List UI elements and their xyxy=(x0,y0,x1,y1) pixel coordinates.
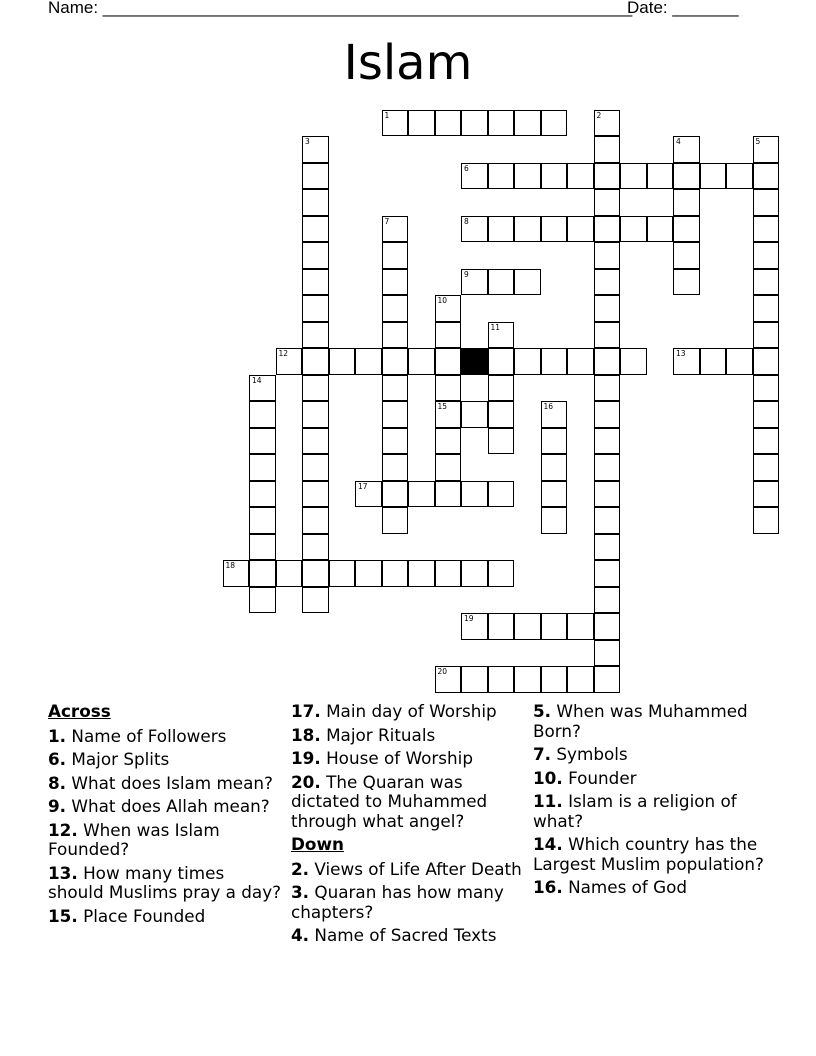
grid-cell[interactable] xyxy=(673,242,700,269)
grid-cell[interactable] xyxy=(488,322,515,349)
clue-number: 7 xyxy=(384,216,390,226)
grid-cell[interactable] xyxy=(249,401,276,428)
grid-cell[interactable] xyxy=(302,481,329,508)
clue-number-label: 16. xyxy=(533,877,563,897)
grid-cell[interactable] xyxy=(753,189,780,216)
grid-cell[interactable] xyxy=(541,507,568,534)
grid-cell[interactable] xyxy=(594,216,621,243)
grid-cell[interactable] xyxy=(302,428,329,455)
grid-cell[interactable] xyxy=(461,269,488,296)
clue-text: Founder xyxy=(562,767,637,788)
grid-cell[interactable] xyxy=(435,560,462,587)
grid-cell[interactable] xyxy=(753,322,780,349)
grid-cell[interactable] xyxy=(382,295,409,322)
grid-cell[interactable] xyxy=(541,613,568,640)
clue-text: Views of Life After Death xyxy=(309,858,522,879)
grid-cell[interactable] xyxy=(435,481,462,508)
grid-cell[interactable] xyxy=(302,163,329,190)
grid-cell[interactable] xyxy=(302,216,329,243)
clue-text: How many times should Muslims pray a day? xyxy=(48,862,282,902)
across-heading: Across xyxy=(48,701,111,721)
clue-text: Quaran has how many chapters? xyxy=(291,882,504,922)
grid-cell[interactable] xyxy=(541,401,568,428)
grid-cell[interactable] xyxy=(620,348,647,375)
grid-cell[interactable] xyxy=(673,189,700,216)
clue-number-label: 6. xyxy=(48,749,67,769)
down-clue xyxy=(533,702,769,741)
grid-cell[interactable] xyxy=(382,269,409,296)
grid-cell[interactable] xyxy=(594,481,621,508)
grid-cell[interactable] xyxy=(382,481,409,508)
clue-number: 5 xyxy=(755,137,761,146)
grid-cell[interactable] xyxy=(249,587,276,614)
grid-cell[interactable] xyxy=(408,110,435,137)
clue-number-label: 12. xyxy=(48,819,78,840)
grid-cell[interactable] xyxy=(461,163,488,190)
grid-cell[interactable] xyxy=(488,269,515,296)
grid-cell[interactable] xyxy=(435,428,462,455)
across-clue xyxy=(48,727,284,747)
clue-number-label: 13. xyxy=(48,862,78,883)
grid-cell[interactable] xyxy=(488,481,515,508)
grid-cell[interactable] xyxy=(435,295,462,322)
grid-cell[interactable] xyxy=(382,507,409,534)
grid-cell[interactable] xyxy=(382,375,409,402)
across-clue xyxy=(291,726,527,746)
grid-cell[interactable] xyxy=(488,613,515,640)
grid-cell[interactable] xyxy=(461,216,488,243)
clue-text: Place Founded xyxy=(77,905,206,926)
clue-number: 9 xyxy=(464,269,469,279)
clue-number: 18 xyxy=(225,561,236,570)
grid-cell[interactable] xyxy=(461,401,488,428)
grid-cell[interactable] xyxy=(302,136,329,163)
clue-number-label: 1. xyxy=(48,725,67,746)
clues-column-1 xyxy=(48,702,284,930)
grid-cell[interactable] xyxy=(594,534,621,561)
grid-cell[interactable] xyxy=(594,163,621,190)
grid-cell[interactable] xyxy=(302,375,329,402)
grid-cell[interactable] xyxy=(567,348,594,375)
grid-cell[interactable] xyxy=(514,216,541,243)
grid-cell[interactable] xyxy=(249,507,276,534)
grid-cell[interactable] xyxy=(753,295,780,322)
clue-number: 2 xyxy=(596,110,602,120)
grid-cell[interactable] xyxy=(488,560,515,587)
grid-cell[interactable] xyxy=(753,163,780,190)
grid-cell[interactable] xyxy=(382,242,409,269)
clue-number-label: 7. xyxy=(533,744,552,764)
grid-cell[interactable] xyxy=(302,189,329,216)
grid-cell[interactable] xyxy=(249,560,276,587)
grid-cell[interactable] xyxy=(753,375,780,402)
clue-number: 10 xyxy=(437,296,448,305)
clue-number-label: 11. xyxy=(533,791,563,811)
grid-cell[interactable] xyxy=(753,428,780,455)
grid-cell[interactable] xyxy=(302,534,329,561)
grid-cell[interactable] xyxy=(620,163,647,190)
grid-cell[interactable] xyxy=(567,216,594,243)
grid-cell[interactable] xyxy=(355,481,382,508)
grid-cell[interactable] xyxy=(329,560,356,587)
grid-cell[interactable] xyxy=(541,348,568,375)
grid-cell[interactable] xyxy=(382,110,409,137)
across-clue xyxy=(48,797,284,817)
grid-cell[interactable] xyxy=(594,587,621,614)
clue-text: House of Worship xyxy=(320,748,473,768)
grid-cell[interactable] xyxy=(541,428,568,455)
down-clue xyxy=(533,745,769,765)
grid-cell[interactable] xyxy=(249,454,276,481)
grid-cell[interactable] xyxy=(594,666,621,693)
clue-number: 6 xyxy=(464,163,469,173)
grid-cell[interactable] xyxy=(461,481,488,508)
grid-cell[interactable] xyxy=(700,348,727,375)
clue-number-label: 2. xyxy=(291,858,310,879)
clue-number-label: 19. xyxy=(291,748,321,768)
clue-number-label: 4. xyxy=(291,925,310,945)
across-clue xyxy=(291,702,527,722)
grid-cell[interactable] xyxy=(673,216,700,243)
grid-cell[interactable] xyxy=(302,348,329,375)
grid-cell[interactable] xyxy=(382,560,409,587)
clue-number: 20 xyxy=(437,667,448,676)
grid-cell[interactable] xyxy=(541,481,568,508)
clue-text: Which country has the Largest Muslim population? xyxy=(533,834,764,874)
grid-cell[interactable] xyxy=(594,454,621,481)
grid-cell[interactable] xyxy=(541,666,568,693)
grid-cell[interactable] xyxy=(594,295,621,322)
grid-cell[interactable] xyxy=(355,348,382,375)
grid-cell[interactable] xyxy=(382,454,409,481)
clue-text: The Quaran was dictated to Muhammed through what angel? xyxy=(291,771,488,831)
grid-cell[interactable] xyxy=(435,666,462,693)
date-field-label[interactable]: Date: _______ xyxy=(627,0,739,17)
grid-cell[interactable] xyxy=(567,163,594,190)
grid-cell[interactable] xyxy=(514,348,541,375)
grid-cell[interactable] xyxy=(488,666,515,693)
clue-number: 4 xyxy=(676,137,681,146)
across-clue xyxy=(48,864,284,903)
clues-column-3 xyxy=(533,702,769,902)
grid-cell[interactable] xyxy=(435,454,462,481)
grid-cell[interactable] xyxy=(594,375,621,402)
grid-cell[interactable] xyxy=(302,322,329,349)
grid-cell[interactable] xyxy=(302,454,329,481)
across-clue xyxy=(48,750,284,770)
grid-cell[interactable] xyxy=(594,348,621,375)
grid-cell[interactable] xyxy=(726,348,753,375)
grid-cell[interactable] xyxy=(408,481,435,508)
clue-text: What does Islam mean? xyxy=(66,772,273,793)
grid-cell[interactable] xyxy=(594,428,621,455)
clue-number: 14 xyxy=(252,375,262,385)
grid-cell[interactable] xyxy=(276,348,303,375)
grid-cell[interactable] xyxy=(488,163,515,190)
clue-number-label: 10. xyxy=(533,767,563,788)
grid-cell[interactable] xyxy=(488,110,515,137)
grid-cell[interactable] xyxy=(382,348,409,375)
grid-cell[interactable] xyxy=(249,375,276,402)
across-clue xyxy=(291,749,527,769)
grid-cell[interactable] xyxy=(567,613,594,640)
clue-number: 19 xyxy=(464,614,474,623)
grid-cell[interactable] xyxy=(408,560,435,587)
clue-number: 15 xyxy=(437,402,448,411)
name-field-label[interactable]: Name: ________________________________________________________ xyxy=(48,0,633,17)
grid-cell[interactable] xyxy=(594,242,621,269)
grid-cell[interactable] xyxy=(435,110,462,137)
clue-number: 1 xyxy=(384,110,390,120)
clue-text: Names of God xyxy=(562,877,688,897)
grid-cell[interactable] xyxy=(302,587,329,614)
grid-cell[interactable] xyxy=(302,507,329,534)
grid-cell[interactable] xyxy=(408,348,435,375)
grid-cell[interactable] xyxy=(753,216,780,243)
grid-cell[interactable] xyxy=(382,428,409,455)
grid-cell[interactable] xyxy=(461,110,488,137)
grid-cell[interactable] xyxy=(673,136,700,163)
grid-cell[interactable] xyxy=(647,216,674,243)
clue-number-label: 15. xyxy=(48,905,78,926)
grid-cell[interactable] xyxy=(726,163,753,190)
down-clue xyxy=(533,792,769,831)
grid-cell[interactable] xyxy=(541,216,568,243)
grid-cell[interactable] xyxy=(514,163,541,190)
grid-cell[interactable] xyxy=(514,666,541,693)
grid-cell[interactable] xyxy=(329,348,356,375)
clues-column-2 xyxy=(291,702,527,950)
grid-cell[interactable] xyxy=(514,613,541,640)
clue-number-label: 18. xyxy=(291,724,321,745)
clue-number: 13 xyxy=(676,349,686,358)
clue-text: When was Muhammed Born? xyxy=(533,701,748,741)
grid-cell[interactable] xyxy=(541,110,568,137)
grid-cell[interactable] xyxy=(461,613,488,640)
grid-cell[interactable] xyxy=(541,163,568,190)
down-clue xyxy=(533,835,769,874)
grid-cell[interactable] xyxy=(753,481,780,508)
grid-cell[interactable] xyxy=(673,348,700,375)
down-clue xyxy=(291,926,527,946)
grid-cell[interactable] xyxy=(700,163,727,190)
clue-number-label: 17. xyxy=(291,701,321,721)
grid-cell[interactable] xyxy=(514,269,541,296)
grid-cell[interactable] xyxy=(753,507,780,534)
down-clue xyxy=(291,860,527,880)
grid-cell[interactable] xyxy=(753,348,780,375)
grid-cell[interactable] xyxy=(382,216,409,243)
grid-cell[interactable] xyxy=(382,322,409,349)
grid-cell[interactable] xyxy=(594,401,621,428)
clue-number: 8 xyxy=(464,216,469,226)
grid-cell[interactable] xyxy=(435,401,462,428)
clue-text: Major Splits xyxy=(66,749,170,769)
clue-number-label: 3. xyxy=(291,882,310,902)
grid-cell[interactable] xyxy=(488,216,515,243)
puzzle-title: Islam xyxy=(343,35,473,91)
clue-text: What does Allah mean? xyxy=(66,796,270,816)
clue-number: 16 xyxy=(543,402,554,411)
clue-number: 3 xyxy=(305,137,310,146)
grid-cell[interactable] xyxy=(461,560,488,587)
clue-text: Symbols xyxy=(551,744,628,764)
grid-cell[interactable] xyxy=(223,560,250,587)
clue-text: Main day of Worship xyxy=(320,701,497,721)
grid-cell[interactable] xyxy=(594,640,621,667)
grid-cell[interactable] xyxy=(673,269,700,296)
grid-cell[interactable] xyxy=(594,136,621,163)
down-clue xyxy=(533,769,769,789)
grid-cell[interactable] xyxy=(302,242,329,269)
down-clue xyxy=(533,878,769,898)
down-clue xyxy=(291,883,527,922)
down-heading: Down xyxy=(291,834,344,854)
grid-cell[interactable] xyxy=(355,560,382,587)
clue-number: 11 xyxy=(490,322,501,332)
grid-cell[interactable] xyxy=(567,666,594,693)
grid-cell[interactable] xyxy=(302,401,329,428)
grid-cell[interactable] xyxy=(753,401,780,428)
clue-number-label: 5. xyxy=(533,701,552,721)
grid-cell[interactable] xyxy=(753,242,780,269)
grid-cell[interactable] xyxy=(435,348,462,375)
grid-cell[interactable] xyxy=(594,613,621,640)
across-clue xyxy=(48,821,284,860)
grid-cell[interactable] xyxy=(753,269,780,296)
grid-cell[interactable] xyxy=(594,269,621,296)
clue-text: When was Islam Founded? xyxy=(48,819,220,859)
grid-cell[interactable] xyxy=(435,322,462,349)
clue-text: Name of Followers xyxy=(66,725,227,746)
across-clue xyxy=(291,773,527,832)
grid-cell[interactable] xyxy=(249,428,276,455)
grid-cell[interactable] xyxy=(249,534,276,561)
across-clue xyxy=(48,774,284,794)
grid-cell[interactable] xyxy=(435,375,462,402)
grid-cell[interactable] xyxy=(620,216,647,243)
grid-cell[interactable] xyxy=(753,454,780,481)
grid-cell[interactable] xyxy=(302,269,329,296)
grid-cell[interactable] xyxy=(488,428,515,455)
clue-number: 12 xyxy=(278,349,289,358)
grid-cell[interactable] xyxy=(249,481,276,508)
clue-number: 17 xyxy=(358,481,368,491)
grid-cell[interactable] xyxy=(673,163,700,190)
clue-text: Name of Sacred Texts xyxy=(309,925,497,945)
grid-cell[interactable] xyxy=(302,295,329,322)
grid-cell[interactable] xyxy=(594,322,621,349)
grid-cell[interactable] xyxy=(461,666,488,693)
grid-cell[interactable] xyxy=(488,401,515,428)
grid-cell[interactable] xyxy=(302,560,329,587)
grid-cell[interactable] xyxy=(594,110,621,137)
grid-cell[interactable] xyxy=(382,401,409,428)
grid-cell[interactable] xyxy=(753,136,780,163)
grid-cell[interactable] xyxy=(594,189,621,216)
grid-cell[interactable] xyxy=(647,163,674,190)
clue-number-label: 20. xyxy=(291,771,321,792)
clue-text: Islam is a religion of what? xyxy=(533,791,737,831)
clue-text: Major Rituals xyxy=(320,724,436,745)
clue-number-label: 8. xyxy=(48,772,67,793)
across-clue xyxy=(48,907,284,927)
grid-cell[interactable] xyxy=(488,348,515,375)
grid-cell[interactable] xyxy=(594,507,621,534)
grid-cell[interactable] xyxy=(541,454,568,481)
grid-cell[interactable] xyxy=(488,375,515,402)
grid-blocked-cell xyxy=(461,348,488,375)
grid-cell[interactable] xyxy=(276,560,303,587)
clue-number-label: 14. xyxy=(533,834,563,854)
grid-cell[interactable] xyxy=(594,560,621,587)
grid-cell[interactable] xyxy=(514,110,541,137)
clue-number-label: 9. xyxy=(48,796,67,816)
